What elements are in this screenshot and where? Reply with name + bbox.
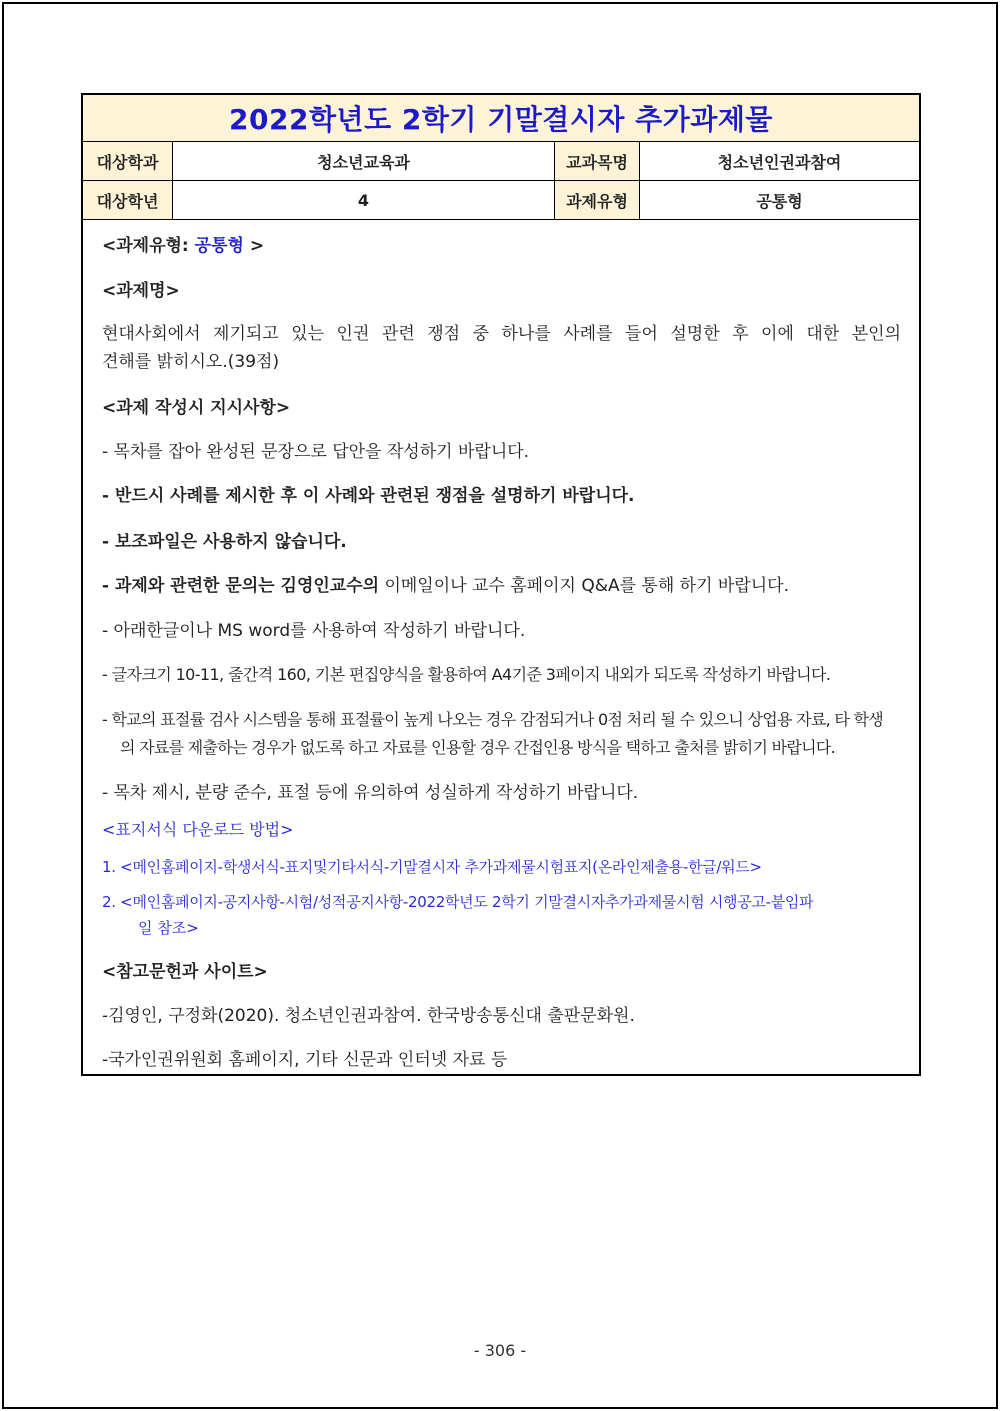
instruction-7-line-2: 의 자료를 제출하는 경우가 없도록 하고 자료를 인용할 경우 간접인용 방식을 택하고 출처를 밝히기 바랍니다. (120, 738, 836, 757)
type-label: 과제유형 (555, 181, 640, 219)
page-title: 2022학년도 2학기 기말결시자 추가과제물 (83, 95, 919, 142)
download-heading: <표지서식 다운로드 방법> (102, 820, 294, 839)
task-description-line-1: 현대사회에서 제기되고 있는 인권 관련 쟁점 중 하나를 사례를 들어 설명한 후 이에 대한 본인의 (102, 324, 901, 344)
meta-row-2 (83, 181, 919, 220)
download-step-2-line-2[interactable]: 일 참조> (138, 919, 199, 937)
course-label: 교과목명 (555, 142, 640, 180)
instruction-4-bold: - 과제와 관련한 문의는 김영인교수의 (102, 576, 380, 596)
type-heading-value: 공통형 (194, 236, 244, 256)
references-heading: <참고문헌과 사이트> (102, 962, 268, 982)
grade-label: 대상학년 (83, 181, 173, 219)
instructions-heading: <과제 작성시 지시사항> (102, 398, 291, 418)
instruction-4 (102, 572, 901, 600)
grade-value: 4 (173, 181, 555, 219)
instruction-3: - 보조파일은 사용하지 않습니다. (102, 532, 347, 552)
dept-value: 청소년교육과 (173, 142, 555, 180)
type-heading-prefix: <과제유형: (102, 236, 195, 256)
reference-1: -김영인, 구정화(2020). 청소년인권과참여. 한국방송통신대 출판문화원. (102, 1006, 635, 1026)
task-name-heading: <과제명> (102, 281, 180, 301)
download-step-1[interactable]: 1. <메인홈페이지-학생서식-표지및기타서식-기말결시자 추가과제물시험표지(온라인제출용-한글/워드> (102, 858, 762, 876)
instruction-2: - 반드시 사례를 제시한 후 이 사례와 관련된 쟁점을 설명하기 바랍니다. (102, 486, 635, 506)
assignment-sheet (81, 93, 921, 1076)
dept-label: 대상학과 (83, 142, 173, 180)
instruction-1: - 목차를 잡아 완성된 문장으로 답안을 작성하기 바랍니다. (102, 442, 530, 462)
type-heading-suffix: > (243, 236, 265, 256)
download-step-2-line-1[interactable]: 2. <메인홈페이지-공지사항-시험/성적공지사항-2022학년도 2학기 기말결시자추가과제물시험 시행공고-붙임파 (102, 893, 814, 911)
task-description-line-2: 견해를 밝히시오.(39점) (102, 352, 280, 372)
reference-2: -국가인권위원회 홈페이지, 기타 신문과 인터넷 자료 등 (102, 1050, 508, 1070)
instruction-8: - 목차 제시, 분량 준수, 표절 등에 유의하여 성실하게 작성하기 바랍니다. (102, 783, 639, 803)
course-value: 청소년인권과참여 (717, 152, 842, 172)
meta-row-1 (83, 142, 919, 181)
instruction-5: - 아래한글이나 MS word를 사용하여 작성하기 바랍니다. (102, 621, 526, 641)
instruction-7-line-1: - 학교의 표절률 검사 시스템을 통해 표절률이 높게 나오는 경우 감점되거나 0점 처리 될 수 있으니 상업용 자료, 타 학생 (102, 710, 884, 729)
instruction-6: - 글자크기 10-11, 줄간격 160, 기본 편집양식을 활용하여 A4기준 3페이지 내외가 되도록 작성하기 바랍니다. (102, 665, 831, 684)
type-value: 공통형 (756, 191, 803, 211)
instruction-4-rest: 이메일이나 교수 홈페이지 Q&A를 통해 하기 바랍니다. (379, 576, 789, 596)
page-number: - 306 - (473, 1341, 527, 1360)
type-heading (102, 232, 901, 260)
